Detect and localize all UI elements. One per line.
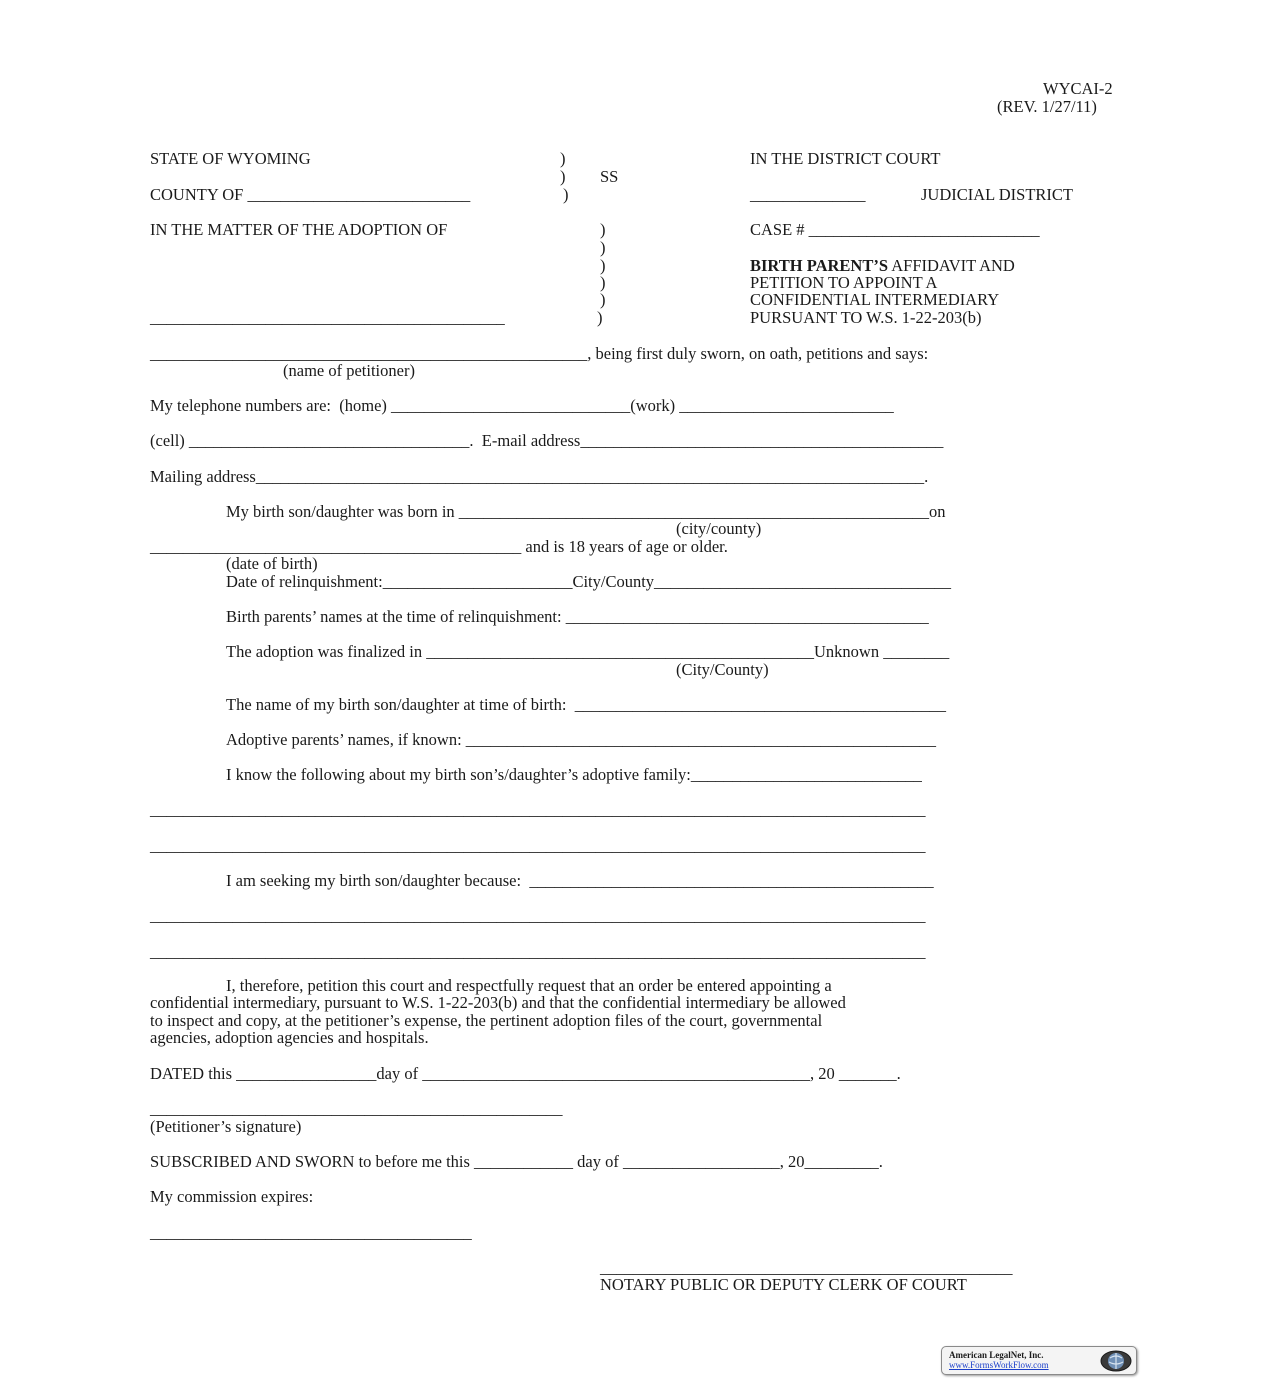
notary-label: NOTARY PUBLIC OR DEPUTY CLERK OF COURT — [600, 1275, 967, 1294]
petitioner-name-field[interactable]: _____________________________________________________, being first duly sworn, on oath, petitions and says: — [150, 344, 929, 363]
blank-line[interactable]: ______________________________________________________________________________________________ — [150, 906, 926, 925]
blank-line[interactable]: ______________________________________________________________________________________________ — [150, 800, 926, 819]
logo-url[interactable]: www.FormsWorkFlow.com — [949, 1360, 1049, 1370]
caption-ss: SS — [600, 167, 619, 186]
commission-label: My commission expires: — [150, 1187, 314, 1206]
form-revision: (REV. 1/27/11) — [997, 97, 1097, 116]
commission-line[interactable]: _______________________________________ — [150, 1223, 472, 1242]
mailing-address-field[interactable]: Mailing address_________________________________________________________________________________. — [150, 467, 929, 486]
caption-county: COUNTY OF ___________________________ — [150, 185, 471, 204]
city-county-hint: (city/county) — [676, 519, 762, 538]
form-code: WYCAI-2 — [1043, 79, 1113, 98]
caption-paren: ) — [600, 220, 606, 239]
document-title-line2: PETITION TO APPOINT A — [750, 273, 938, 292]
notary-signature-line[interactable]: __________________________________________________ — [600, 1258, 1013, 1277]
caption-paren: ) — [560, 149, 566, 168]
dated-fields[interactable]: DATED this _________________day of _______________________________________________, 20 _______. — [150, 1064, 901, 1083]
relinquishment-fields[interactable]: Date of relinquishment:_______________________City/County____________________________________ — [226, 572, 952, 591]
caption-paren: ) — [563, 185, 569, 204]
caption-matter: IN THE MATTER OF THE ADOPTION OF — [150, 220, 448, 239]
subscribed-sworn-fields[interactable]: SUBSCRIBED AND SWORN to before me this ____________ day of ___________________, 20_________. — [150, 1152, 883, 1171]
adoptive-parents-field[interactable]: Adoptive parents’ names, if known: _________________________________________________________ — [226, 730, 937, 749]
document-title-line4: PURSUANT TO W.S. 1-22-203(b) — [750, 308, 982, 327]
petition-paragraph-line: confidential intermediary, pursuant to W.S. 1-22-203(b) and that the confidential intermediary be allowed — [150, 993, 846, 1012]
date-of-birth-hint: (date of birth) — [226, 554, 318, 573]
telephone-fields[interactable]: My telephone numbers are: (home) _____________________________(work) __________________________ — [150, 396, 894, 415]
child-birth-name-field[interactable]: The name of my birth son/daughter at time of birth: _____________________________________________ — [226, 695, 946, 714]
petition-paragraph-line: I, therefore, petition this court and respectfully request that an order be entered appointing a — [226, 976, 832, 995]
blank-line[interactable]: ______________________________________________________________________________________________ — [150, 836, 926, 855]
caption-paren: ) — [600, 256, 606, 275]
caption-name-line[interactable]: ___________________________________________ — [150, 308, 505, 327]
title-bold: BIRTH PARENT’S — [750, 256, 889, 275]
signature-label: (Petitioner’s signature) — [150, 1117, 302, 1136]
caption-court: IN THE DISTRICT COURT — [750, 149, 941, 168]
petition-paragraph-line: agencies, adoption agencies and hospitals. — [150, 1028, 429, 1047]
caption-paren: ) — [600, 238, 606, 257]
caption-judicial-district: JUDICIAL DISTRICT — [921, 185, 1074, 204]
petition-paragraph-line: to inspect and copy, at the petitioner’s expense, the pertinent adoption files of the court, governmental — [150, 1011, 823, 1030]
signature-line[interactable]: __________________________________________________ — [150, 1099, 563, 1118]
date-of-birth-field[interactable]: _____________________________________________ and is 18 years of age or older. — [150, 537, 728, 556]
judicial-district-field[interactable]: ______________ — [750, 185, 866, 204]
adoption-finalized-field[interactable]: The adoption was finalized in _______________________________________________Unknown ________ — [226, 642, 950, 661]
caption-paren: ) — [560, 167, 566, 186]
document-title-line3: CONFIDENTIAL INTERMEDIARY — [750, 290, 1000, 309]
adoptive-family-field[interactable]: I know the following about my birth son’s/daughter’s adoptive family:____________________________ — [226, 765, 922, 784]
cell-email-fields[interactable]: (cell) __________________________________. E-mail address____________________________________________ — [150, 431, 944, 450]
caption-paren: ) — [600, 273, 606, 292]
blank-line[interactable]: ______________________________________________________________________________________________ — [150, 942, 926, 961]
case-number-field[interactable]: CASE # ____________________________ — [750, 220, 1040, 239]
birth-parents-names-field[interactable]: Birth parents’ names at the time of relinquishment: ____________________________________________ — [226, 607, 929, 626]
born-in-field[interactable]: My birth son/daughter was born in _________________________________________________________on — [226, 502, 946, 521]
city-county-hint: (City/County) — [676, 660, 769, 679]
logo-company: American LegalNet, Inc. — [949, 1350, 1044, 1360]
caption-paren: ) — [600, 290, 606, 309]
caption-state: STATE OF WYOMING — [150, 149, 311, 168]
title-rest: AFFIDAVIT AND — [888, 256, 1015, 275]
petitioner-hint: (name of petitioner) — [283, 361, 415, 380]
american-legalnet-logo[interactable] — [941, 1346, 1137, 1375]
caption-paren: ) — [597, 308, 603, 327]
seeking-reason-field[interactable]: I am seeking my birth son/daughter because: _________________________________________________ — [226, 871, 934, 890]
globe-icon — [1099, 1349, 1133, 1373]
